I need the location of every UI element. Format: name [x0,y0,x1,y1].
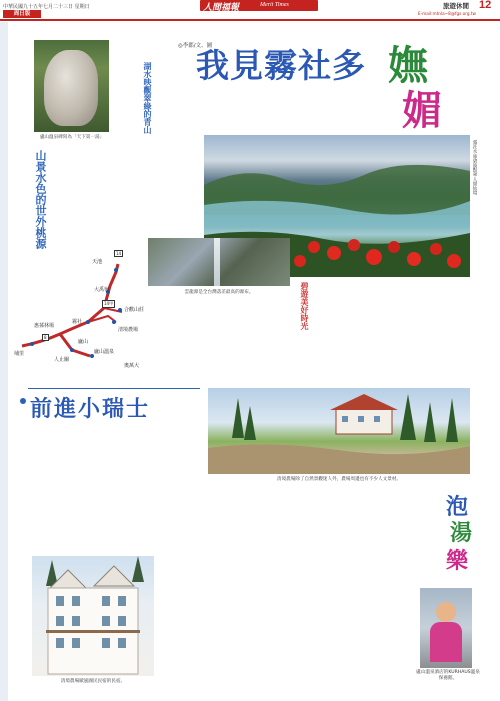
route-badge: 14 [116,251,122,256]
farm-photo [208,388,470,474]
email-address: E-mail:mtnla~8@fgs.org.tw [418,11,476,16]
map-label-dayuling: 大禹嶺 [94,287,110,293]
header-bar [0,0,500,19]
stele-caption: 盧山溫泉碑寫為「天下第一湯」 [39,135,105,140]
body-text-h [210,586,416,684]
section-title-switzerland: 前進小瑞士 [30,397,151,422]
masthead-sub: Merit Times [260,2,289,8]
section-title-hotspring [440,490,480,580]
map-pin [114,268,118,272]
stele-photo [34,40,109,132]
chalet-caption: 清境農場歐風國民民宿的民宿。 [60,679,126,684]
spa-person [436,602,456,622]
body-text-c [40,210,144,248]
byline: ◎李郡/文、圖 [178,43,213,49]
body-text-g [210,486,440,581]
map-pin [70,348,74,352]
subhead-lake-hills: 湖水映觀翠綠的青山 [143,62,152,134]
map-label-huisun-forest: 惠蓀林場 [34,323,55,329]
map-label-hehuan-lodge: 合歡山莊 [124,307,145,313]
farm-scenery [208,388,470,474]
body-text-f [12,420,202,560]
stele-rock [44,50,98,126]
route-badge: 8 [44,335,47,340]
date-line: 中華民國九十五年七月二十三日 星期日 [3,4,90,10]
body-text-a [40,146,150,208]
chalet-photo [32,556,154,676]
map-pin [30,342,34,346]
spa-person-body [430,622,462,662]
masthead [200,0,318,11]
edition-tag: 周日版 [3,10,41,18]
body-text-b [152,60,202,235]
route-badge: 14甲 [104,301,114,306]
chalet-building [32,556,154,676]
masthead-logo: 人間福報 [203,3,240,13]
title-char-joy: 樂 [446,548,469,574]
map-label-qingjing-farm: 清境農場 [118,327,139,333]
area-map [12,250,152,374]
map-pin [86,320,90,324]
waterfall-stream [214,238,220,286]
map-pin [112,320,116,324]
section-rule [28,388,200,389]
map-label-aowanda: 奧萬大 [124,363,140,369]
page-number: 12 [479,0,492,11]
body-text-i [480,120,498,270]
section-bullet [20,398,26,404]
spa-caption: 盧山溫泉酒店的KURHAUS溫泉保養館。 [416,670,480,681]
spa-photo [420,588,472,668]
map-label-tianchi: 天池 [92,259,103,265]
map-label-puli: 埔里 [14,351,25,357]
subhead-paradise: 山景水色的世外桃源 [34,150,47,249]
lake-caption: 霧社水庫碧波點翠人間仙境 [472,140,477,196]
margin-strip [0,22,8,701]
article-title [196,40,366,87]
title-char-bubble: 泡 [446,494,469,520]
map-label-wushe: 霧社 [72,319,83,325]
waterfall-photo [148,238,290,286]
map-label-renzhiguan: 人止關 [54,357,70,363]
title-accent-1: 嫵 [388,42,428,89]
subhead-good-times: 碧遊美好時光 [300,282,309,330]
map-label-lushan-hotspring: 廬山溫泉 [94,349,115,355]
section-name: 旅遊休閒 [443,2,469,10]
map-pin [118,308,122,312]
title-main: 我見霧社多 [196,46,366,85]
title-accent-2: 媚 [402,87,442,134]
title-char-soak: 湯 [450,520,473,546]
waterfall-caption: 雲龍瀑是全台灣落差最高的瀑布。 [184,290,254,295]
farm-caption: 清境農場除了自然景觀迷人外，農場周邊也有不少人文景材。 [276,477,402,482]
map-label-lushan: 廬山 [78,339,89,345]
header-rule [0,19,500,21]
